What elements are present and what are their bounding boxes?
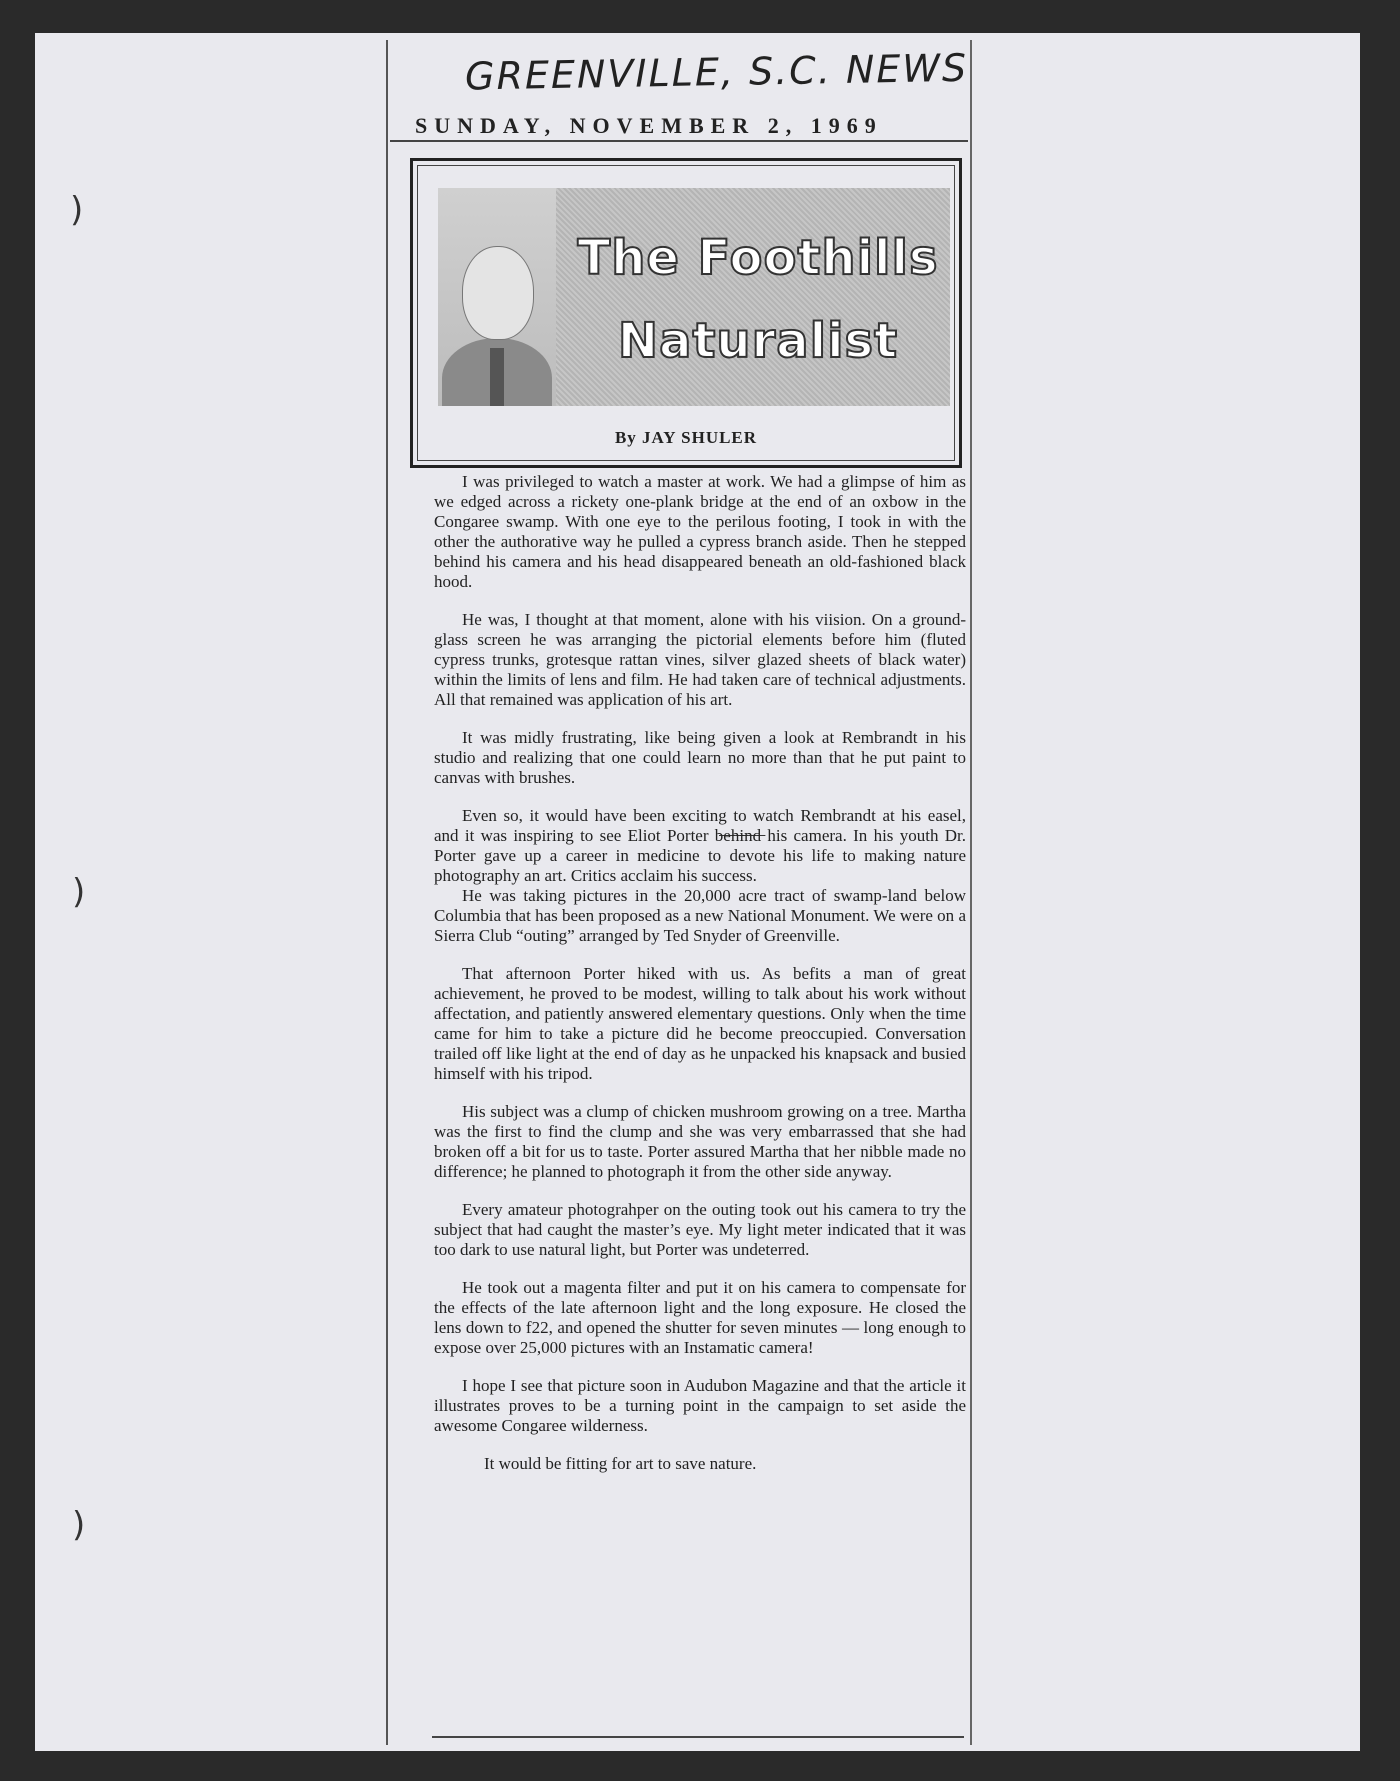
paragraph: Even so, it would have been exciting to watch Rembrandt at his easel, and it was inspiring to see Eliot Porter b̶e̶h̶i̶n̶d̶ his camera. In his youth Dr. Porter gave up a career in medicine to devote his life to making nature photography an art. Critics acclaim his success. [434, 806, 966, 885]
binder-mark-icon: ) [72, 872, 86, 912]
column-title-line2: Naturalist [617, 313, 899, 369]
paragraph: That afternoon Porter hiked with us. As befits a man of great achievement, he proved to be modest, willing to talk about his work without affectation, and patiently answered elementary questions. Only when the time came for him to take a picture did he become preoccupied. Conversation trailed off like light at the end of day as he unpacked his knapsack and busied himself with his tripod. [434, 964, 966, 1083]
column-title-line1: The Foothills [577, 230, 939, 286]
binder-mark-icon: ) [72, 1505, 86, 1545]
binder-mark-icon: ) [70, 190, 84, 230]
column-header-box [410, 158, 962, 468]
byline: By JAY SHULER [614, 428, 758, 447]
handwritten-source: GREENVILLE, S.C. NEWS [464, 45, 969, 99]
portrait-head [462, 246, 534, 340]
dateline-rule [390, 140, 968, 142]
paragraph: I hope I see that picture soon in Audubon Magazine and that the article it illustrates proves to be a turning point in the campaign to set aside the awesome Congaree wilderness. [434, 1376, 966, 1435]
author-portrait [438, 188, 556, 406]
portrait-tie [490, 348, 504, 406]
paragraph: He was, I thought at that moment, alone with his viision. On a ground-glass screen he was arranging the pictorial elements before him (fluted cypress trunks, grotesque rattan vines, silver glazed sheets of black water) within the limits of lens and film. He had taken care of technical adjustments. All that remained was application of his art. [434, 610, 966, 709]
paragraph: He took out a magenta filter and put it on his camera to compensate for the effects of the late afternoon light and the long exposure. He closed the lens down to f22, and opened the shutter for seven minutes — long enough to expose over 25,000 pictures with an Instamatic camera! [434, 1278, 966, 1357]
column-banner [438, 188, 950, 406]
article-body [434, 472, 966, 1492]
paragraph: It was midly frustrating, like being given a look at Rembrandt in his studio and realizing that one could learn no more than that he put paint to canvas with brushes. [434, 728, 966, 787]
paragraph: Every amateur photograhper on the outing took out his camera to try the subject that had caught the master’s eye. My light meter indicated that it was too dark to use natural light, but Porter was undeterred. [434, 1200, 966, 1259]
column-header-inner-border [417, 165, 955, 461]
paragraph: He was taking pictures in the 20,000 acre tract of swamp-land below Columbia that has been proposed as a new National Monument. We were on a Sierra Club “outing” arranged by Ted Snyder of Greenville. [434, 886, 966, 945]
closing-line: It would be fitting for art to save nature. [484, 1454, 757, 1473]
footer-rule [432, 1736, 964, 1738]
paragraph: His subject was a clump of chicken mushroom growing on a tree. Martha was the first to find the clump and she was very embarrassed that she had broken off a bit for us to taste. Porter assured Martha that her nibble made no difference; he planned to photograph it from the other side anyway. [434, 1102, 966, 1181]
dateline: SUNDAY, NOVEMBER 2, 1969 [415, 113, 883, 138]
paragraph: I was privileged to watch a master at work. We had a glimpse of him as we edged across a rickety one-plank bridge at the end of an oxbow in the Congaree swamp. With one eye to the perilous footing, I took in with the other the authorative way he pulled a cypress branch aside. Then he stepped behind his camera and his head disappeared beneath an old-fashioned black hood. [434, 472, 966, 591]
